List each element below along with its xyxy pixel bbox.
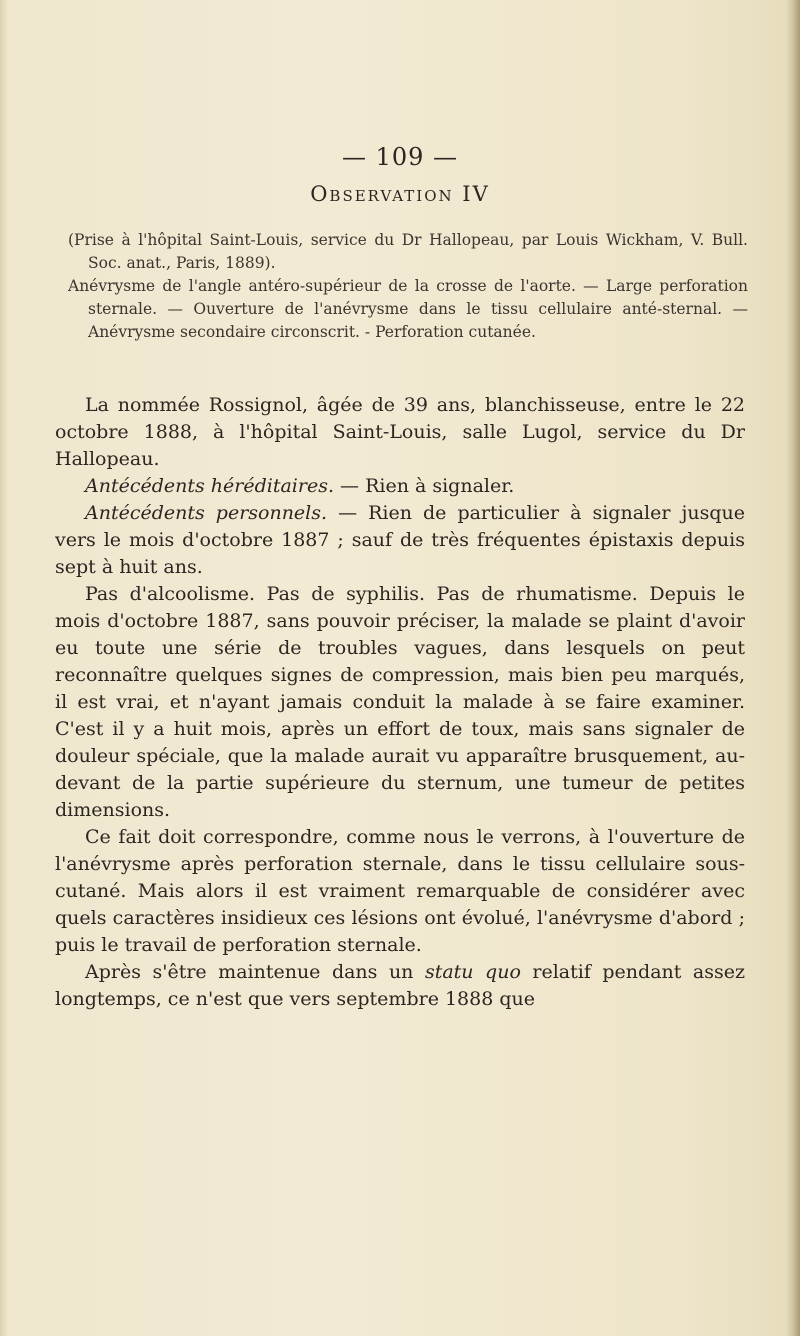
body-text bbox=[55, 392, 745, 1013]
paragraph-commentary: Ce fait doit correspondre, comme nous le verrons, à l'ouverture de l'anévrysme après perforation sternale, dans le tissu cellulaire sous-cutané. Mais alors il est vraiment remarquable de considérer avec quels caractères insidieux ces lésions ont évolué, l'anévrysme d'abord ; puis le travail de perforation sternale. bbox=[55, 826, 745, 956]
observation-title: Observation IV bbox=[310, 182, 490, 206]
continuation-end: relatif pendant assez longtemps, ce n'est que vers septembre 1888 que bbox=[55, 961, 746, 1010]
paragraph-intro: La nommée Rossignol, âgée de 39 ans, blanchisseuse, entre le 22 octobre 1888, à l'hôpital Saint-Louis, salle Lugol, service du Dr Hallopeau. bbox=[55, 394, 745, 470]
summary-source: (Prise à l'hôpital Saint-Louis, service du Dr Hallopeau, par Louis Wickham, V. Bull. Soc. anat., Paris, 1889). bbox=[68, 231, 748, 272]
paragraph-history: Pas d'alcoolisme. Pas de syphilis. Pas de rhumatisme. Depuis le mois d'octobre 1887, sans pouvoir préciser, la malade se plaint d'avoir eu toute une série de troubles vagues, dans lesquels on peut reconnaître quelques signes de compression, mais bien peu marqués, il est vrai, et n'ayant jamais conduit la malade à se faire examiner. C'est il y a huit mois, après un effort de toux, mais sans signaler de douleur spéciale, que la malade aurait vu apparaître brusquement, au-devant de la partie supérieure du sternum, une tumeur de petites dimensions. bbox=[55, 583, 745, 821]
statu-quo: statu quo bbox=[424, 961, 521, 983]
personal-text: — Rien de particulier à signaler jusque vers le mois d'octobre 1887 ; sauf de très fréquentes épistaxis depuis sept à huit ans. bbox=[55, 502, 745, 578]
personal-label: Antécédents personnels. bbox=[85, 502, 328, 524]
summary-abstract: Anévrysme de l'angle antéro-supérieur de la crosse de l'aorte. — Large perforation sternale. — Ouverture de l'anévrysme dans le tissu cellulaire anté-sternal. — Anévrysme secondaire circonscrit. - Perforation cutanée. bbox=[68, 277, 748, 341]
hereditary-label: Antécédents héréditaires. bbox=[85, 475, 334, 497]
paragraph-hereditary bbox=[55, 473, 745, 500]
page-number: — 109 — bbox=[341, 143, 459, 171]
paragraph-personal bbox=[55, 500, 745, 581]
paragraph-continuation bbox=[55, 959, 745, 1013]
continuation-start: Après s'être maintenue dans un bbox=[85, 961, 425, 983]
observation-summary bbox=[68, 229, 748, 344]
hereditary-text: — Rien à signaler. bbox=[334, 475, 515, 497]
